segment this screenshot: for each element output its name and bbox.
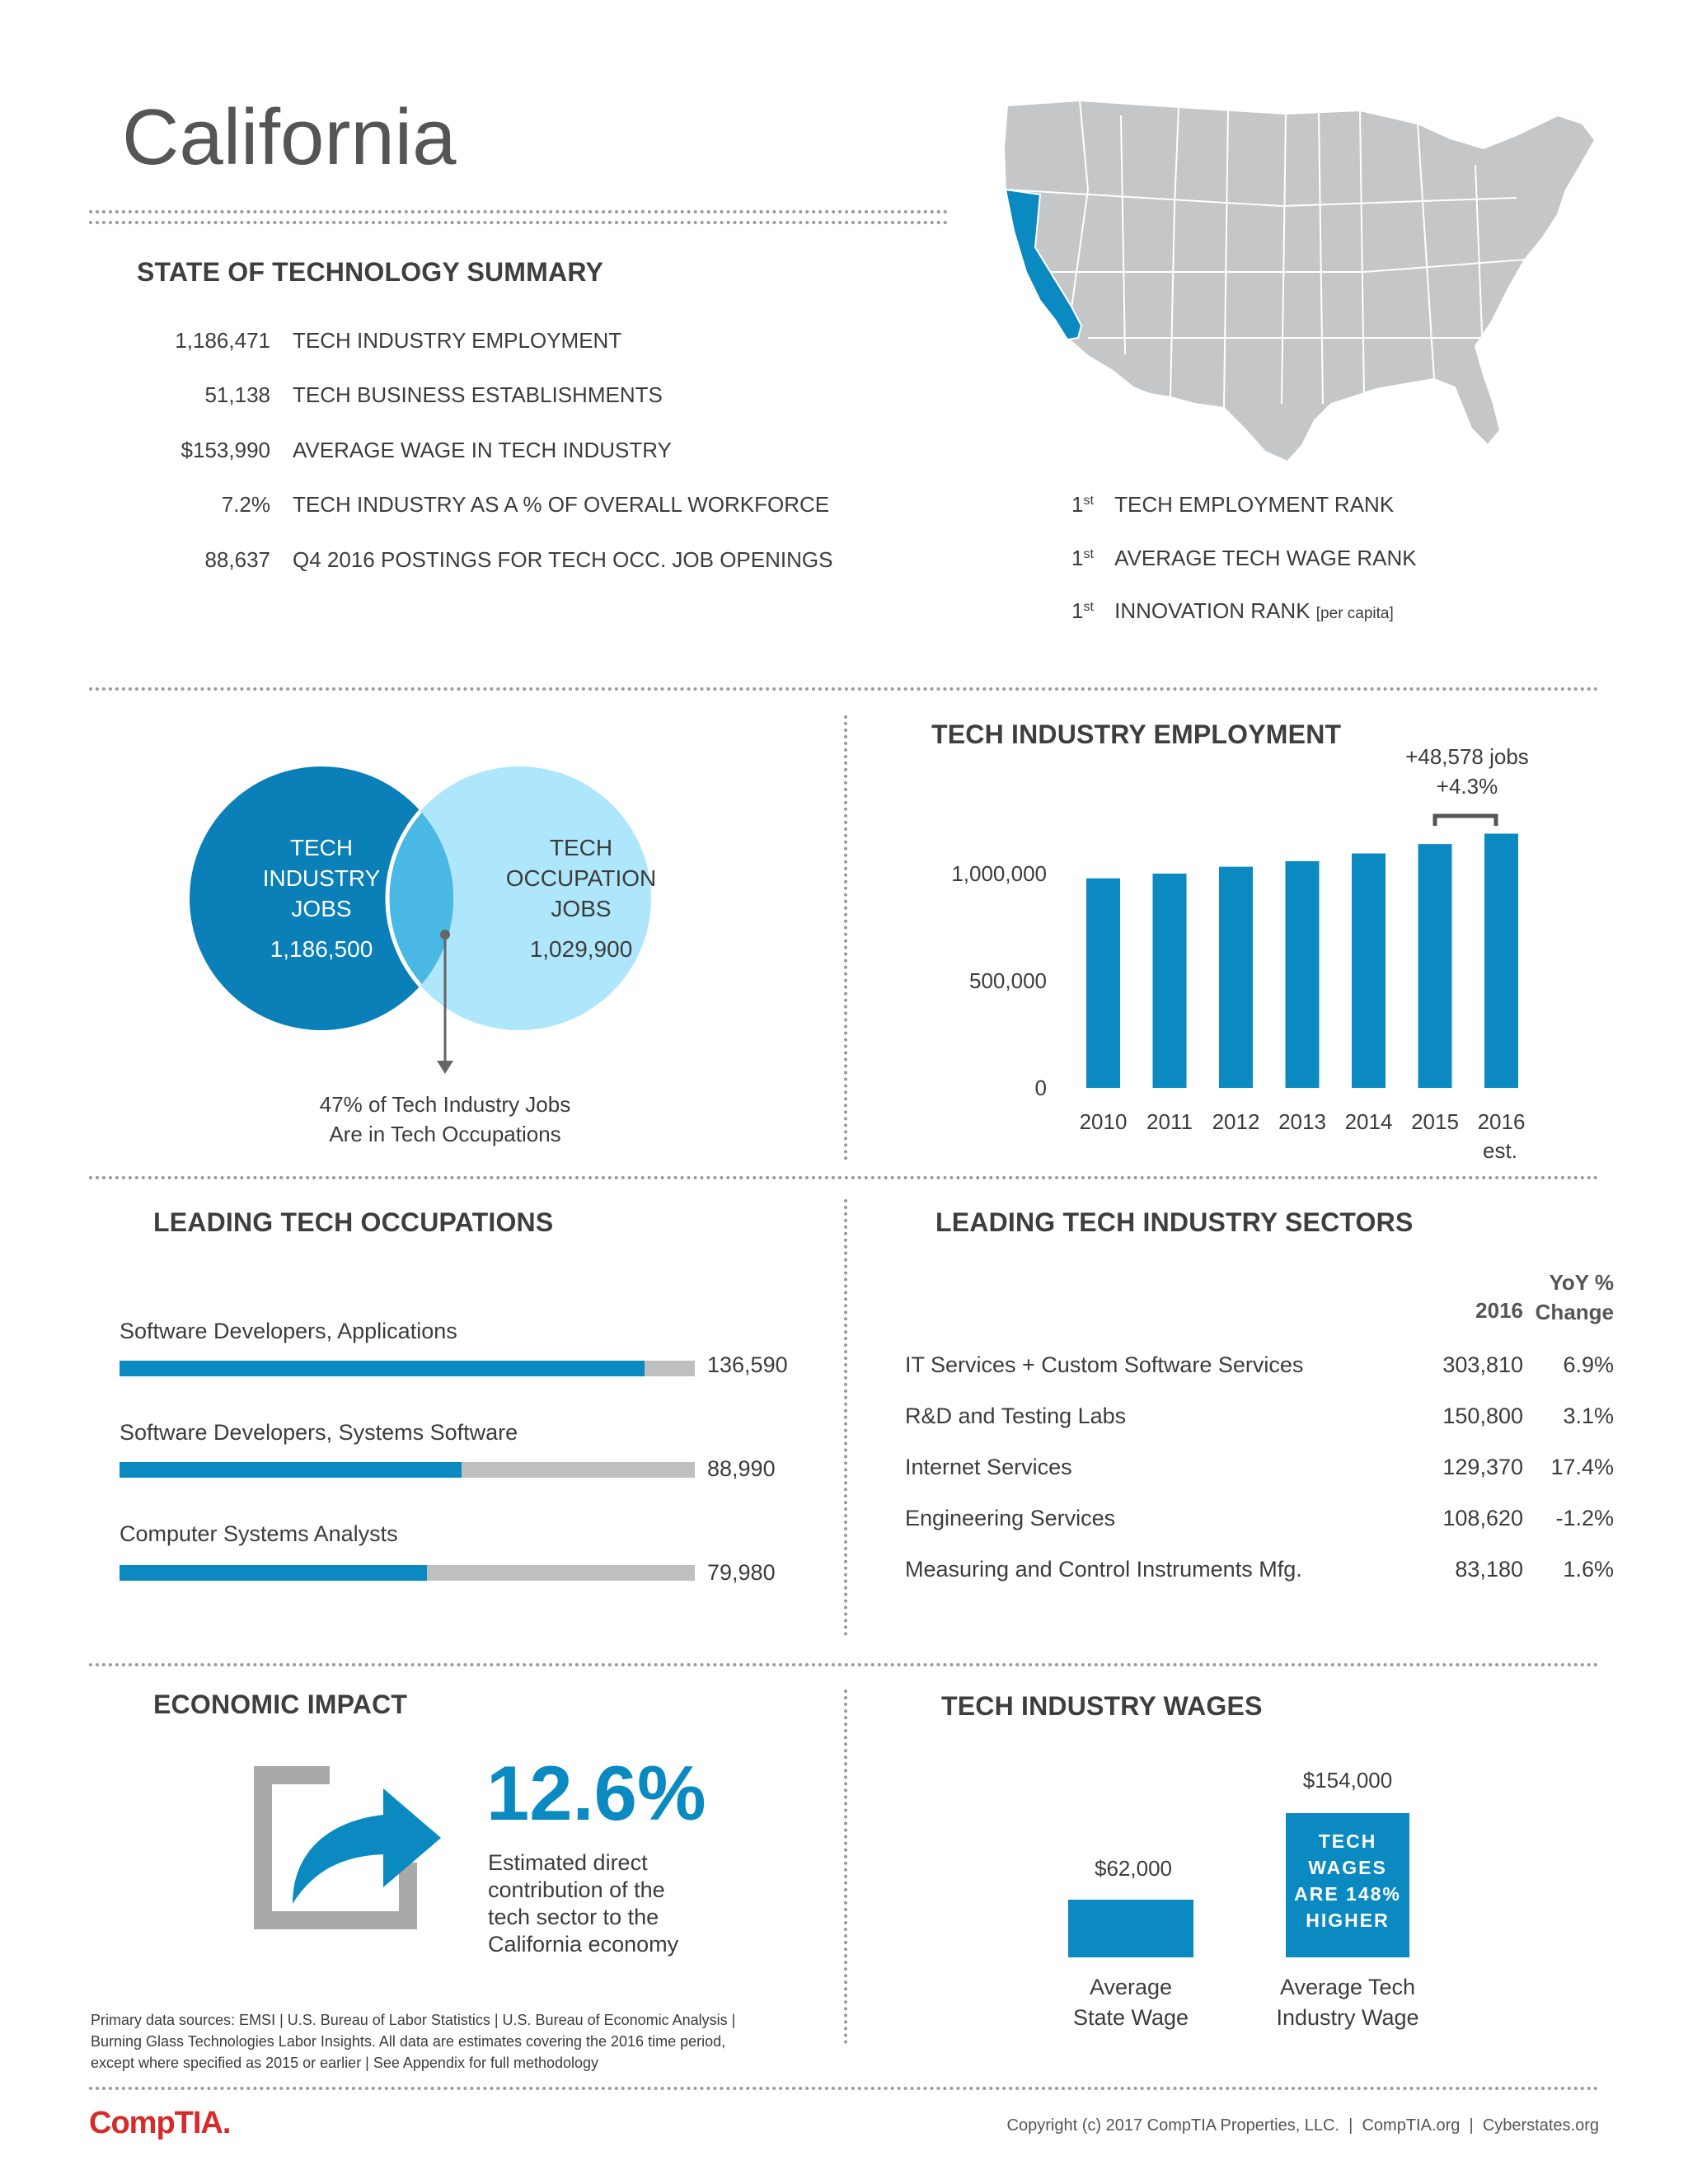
copyright: Copyright (c) 2017 CompTIA Properties, LLC. | CompTIA.org | Cyberstates.org [1006,2116,1599,2135]
tech-wage-value: $154,000 [1302,1768,1393,1793]
summary-label: TECH BUSINESS ESTABLISHMENTS [293,382,663,407]
venn-left-line: JOBS [291,896,352,921]
x-tick-label: 2011 [1146,1109,1193,1134]
employment-bar [1352,854,1386,1088]
occupation-bar-track [120,1462,695,1478]
x-tick-label: 2015 [1411,1109,1459,1134]
vertical-divider [844,1199,847,1636]
state-wage-label-line: State Wage [1072,2005,1189,2030]
employment-bar [1418,844,1452,1088]
occupation-bar-fill [120,1462,462,1478]
occupation-value: 79,980 [707,1560,776,1585]
y-tick-label: 0 [1034,1076,1047,1100]
summary-heading: STATE OF TECHNOLOGY SUMMARY [137,257,603,287]
sector-row [905,1404,1614,1436]
annotation-percent: +4.3% [1436,774,1498,799]
employment-bar [1219,867,1253,1088]
employment-bar [1153,874,1187,1088]
state-wage-label [1039,1972,1223,2033]
employment-annotation [1368,742,1566,801]
venn-left-text [239,832,404,964]
venn-left-value: 1,186,500 [270,936,373,962]
occupation-bar-fill [120,1361,645,1376]
sector-change: 3.1% [1563,1404,1614,1428]
wages-heading: TECH INDUSTRY WAGES [941,1691,1263,1721]
divider [89,210,948,213]
rank-number: 1 [1071,546,1084,570]
venn-left-line: INDUSTRY [262,865,381,891]
col-change [1536,1268,1614,1327]
rank-number: 1 [1071,492,1084,517]
summary-label: Q4 2016 POSTINGS FOR TECH OCC. JOB OPENINGS [293,547,833,572]
state-wage-label-line: Average [1089,1975,1173,1999]
occupation-bar-track [120,1565,695,1581]
tech-wage-label-line: Average Tech [1279,1975,1416,1999]
sector-value: 129,370 [1442,1455,1523,1479]
sector-row [905,1455,1614,1488]
economic-heading: ECONOMIC IMPACT [153,1690,408,1719]
rank-number: 1 [1071,598,1084,623]
comptia-logo: CompTIA. [89,2106,231,2140]
us-map [989,91,1632,478]
divider [89,2087,1599,2090]
divider [89,1663,1599,1666]
venn-right-value: 1,029,900 [529,936,633,962]
rank-row [1071,598,1394,624]
rank-label: TECH EMPLOYMENT RANK [1114,492,1395,517]
page-title: California [122,93,457,181]
rank-suffix: st [1083,547,1094,561]
sources-line: Primary data sources: EMSI | U.S. Bureau of Labor Statistics | U.S. Bureau of Economic Analysis | [91,2012,736,2028]
occupation-value: 136,590 [707,1352,788,1377]
sector-change: 17.4% [1550,1455,1614,1479]
summary-value: 51,138 [204,382,270,407]
x-tick-sub-label: est. [1483,1138,1517,1162]
venn-left-line: TECH [289,835,354,860]
sector-row [905,1557,1614,1590]
venn-caption [280,1090,610,1149]
tech-wage-label [1249,1972,1447,2033]
economic-description [488,1849,678,1958]
economic-line: California economy [488,1932,679,1957]
summary-value: 1,186,471 [175,328,270,353]
occupations-heading: LEADING TECH OCCUPATIONS [153,1207,554,1237]
occupation-bar-track [120,1361,695,1376]
venn-right-line: OCCUPATION [505,865,657,891]
employment-heading: TECH INDUSTRY EMPLOYMENT [931,719,1342,749]
state-wage-value: $62,000 [1095,1856,1172,1881]
sector-name: R&D and Testing Labs [905,1404,1127,1428]
sector-change: 1.6% [1563,1557,1614,1582]
y-tick-label: 1,000,000 [951,861,1047,886]
x-tick-label: 2012 [1212,1109,1260,1134]
sources-line: Burning Glass Technologies Labor Insights. All data are estimates covering the 2016 time period, [91,2033,726,2050]
col-change-line: Change [1535,1300,1614,1324]
employment-bar [1286,861,1320,1088]
vertical-divider [844,715,847,1160]
sector-name: Internet Services [905,1455,1072,1479]
rank-suffix: st [1083,600,1094,614]
badge-line: TECH [1318,1830,1377,1852]
venn-right-text [486,832,676,964]
rank-note: [per capita] [1315,605,1394,622]
venn-right-line: TECH [549,835,613,860]
tech-wage-badge [1286,1828,1409,1933]
sector-change: -1.2% [1555,1506,1614,1530]
sector-name: Engineering Services [905,1506,1116,1530]
summary-row [0,547,1688,580]
venn-right-line: JOBS [551,896,612,921]
occupation-label: Software Developers, Applications [120,1319,457,1343]
summary-label: TECH INDUSTRY AS A % OF OVERALL WORKFORCE [293,492,830,517]
sector-value: 108,620 [1442,1506,1523,1530]
col-change-line: YoY % [1549,1270,1614,1295]
x-tick-label: 2010 [1079,1109,1128,1134]
employment-bar [1484,834,1518,1088]
col-year: 2016 [1475,1298,1523,1323]
sector-row [905,1352,1614,1385]
sectors-header [905,1268,1614,1333]
badge-line: WAGES [1308,1857,1387,1878]
badge-line: ARE 148% [1294,1883,1401,1905]
summary-value: 88,637 [204,547,270,572]
sector-name: Measuring and Control Instruments Mfg. [905,1557,1302,1582]
rank-row [1071,546,1417,571]
sources-note [91,2009,735,2074]
occupation-label: Computer Systems Analysts [120,1521,398,1546]
economic-percent: 12.6% [486,1750,706,1836]
sector-value: 303,810 [1442,1352,1523,1377]
summary-label: AVERAGE WAGE IN TECH INDUSTRY [293,438,672,462]
venn-caption-line: 47% of Tech Industry Jobs [319,1092,571,1117]
sector-value: 150,800 [1442,1404,1523,1428]
y-tick-label: 500,000 [969,968,1047,993]
occupation-label: Software Developers, Systems Software [120,1420,518,1445]
sector-value: 83,180 [1455,1557,1523,1582]
summary-row [0,492,1688,525]
rank-suffix: st [1083,494,1094,508]
occupation-value: 88,990 [707,1456,776,1481]
rank-label: AVERAGE TECH WAGE RANK [1114,546,1417,570]
venn-caption-line: Are in Tech Occupations [329,1122,561,1146]
summary-value: 7.2% [221,492,270,517]
sector-row [905,1506,1614,1539]
tech-wage-label-line: Industry Wage [1276,2005,1419,2030]
annotation-bracket [1435,816,1496,826]
rank-label: INNOVATION RANK [1114,598,1311,623]
divider [89,1176,1599,1179]
employment-bar [1086,879,1120,1088]
sector-name: IT Services + Custom Software Services [905,1352,1304,1377]
x-tick-label: 2016 [1477,1109,1526,1134]
employment-chart [907,808,1615,1162]
divider [89,687,1599,691]
x-tick-label: 2014 [1344,1109,1393,1134]
summary-value: $153,990 [181,438,270,462]
economic-line: contribution of the [488,1877,665,1902]
state-wage-bar [1068,1900,1193,1957]
annotation-jobs: +48,578 jobs [1405,744,1529,769]
x-tick-label: 2013 [1278,1109,1326,1134]
share-arrow-icon [251,1764,449,1933]
venn-pointer-arrow [437,1061,453,1074]
badge-line: HIGHER [1306,1910,1390,1931]
summary-label: TECH INDUSTRY EMPLOYMENT [293,328,622,353]
sector-change: 6.9% [1563,1352,1614,1377]
sectors-heading: LEADING TECH INDUSTRY SECTORS [935,1207,1414,1237]
economic-line: tech sector to the [488,1905,659,1929]
us-map-shape [1004,101,1595,462]
rank-row [1071,492,1394,518]
vertical-divider [844,1690,847,2044]
divider [89,221,948,224]
occupation-bar-fill [120,1565,427,1581]
sources-line: except where specified as 2015 or earlier | See Appendix for full methodology [91,2055,599,2071]
economic-line: Estimated direct [488,1850,648,1875]
